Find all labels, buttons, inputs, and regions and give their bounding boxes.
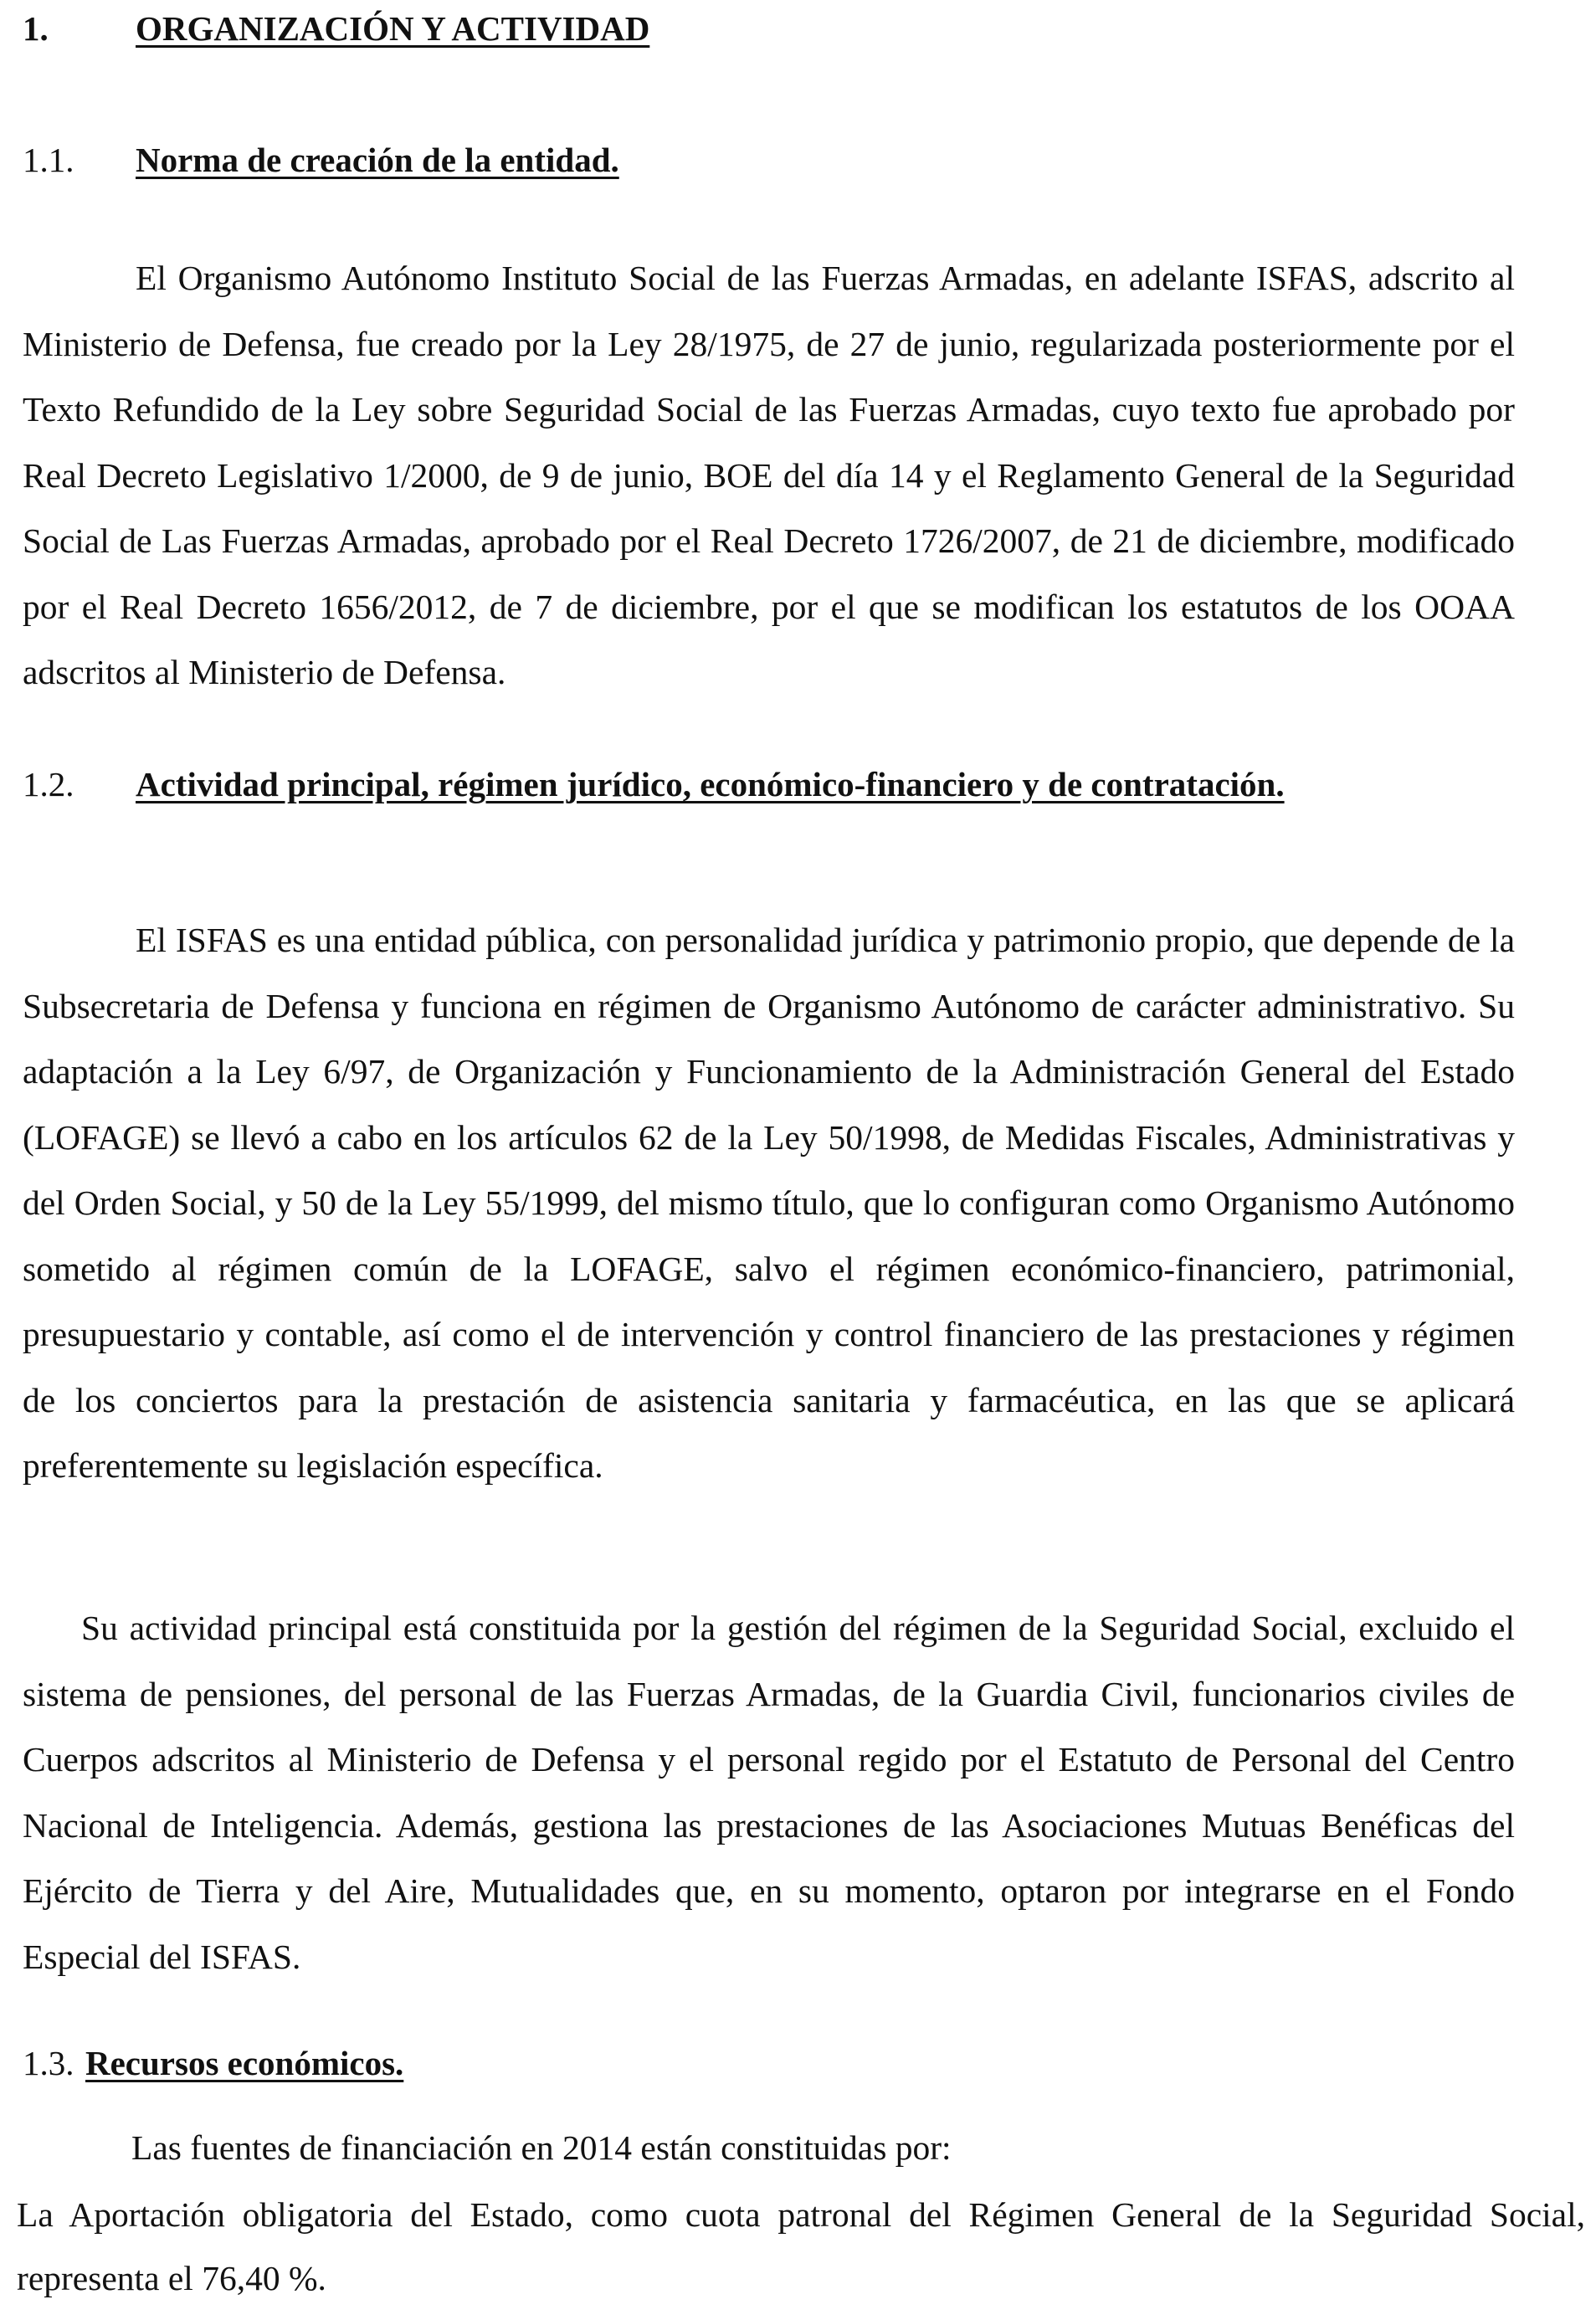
paragraph-aportacion-estado: La Aportación obligatoria del Estado, como cuota patronal del Régimen General de la Seguridad Social, representa el 76,40 %.	[17, 2195, 1585, 2297]
subsection-number: 1.2.	[23, 765, 74, 803]
subsection-number: 1.3.	[23, 2044, 74, 2082]
paragraph-actividad-principal: Su actividad principal está constituida por la gestión del régimen de la Seguridad Social, excluido el sistema de pensiones, del personal de las Fuerzas Armadas, de la Guardia Civil, funcionarios civiles de Cuerpos adscritos al Ministerio de Defensa y el personal regido por el Estatuto de Personal del Centro Nacional de Inteligencia. Además, gestiona las prestaciones de las Asociaciones Mutuas Benéficas del Ejército de Tierra y del Aire, Mutualidades que, en su momento, optaron por integrarse en el Fondo Especial del ISFAS.	[23, 1609, 1515, 1976]
subsection-title: Recursos económicos.	[85, 2044, 404, 2082]
paragraph-regimen-juridico: El ISFAS es una entidad pública, con personalidad jurídica y patrimonio propio, que depende de la Subsecretaria de Defensa y funciona en régimen de Organismo Autónomo de carácter administrativo. Su adaptación a la Ley 6/97, de Organización y Funcionamiento de la Administración General del Estado (LOFAGE) se llevó a cabo en los artículos 62 de la Ley 50/1998, de Medidas Fiscales, Administrativas y del Orden Social, y 50 de la Ley 55/1999, del mismo título, que lo configuran como Organismo Autónomo sometido al régimen común de la LOFAGE, salvo el régimen económico-financiero, patrimonial, presupuestario y contable, así como el de intervención y control financiero de las prestaciones y régimen de los conciertos para la prestación de asistencia sanitaria y farmacéutica, en las que se aplicará preferentemente su legislación específica.	[23, 921, 1515, 1485]
section-number: 1.	[23, 9, 49, 48]
paragraph-fuentes-intro: Las fuentes de financiación en 2014 están constituidas por:	[131, 2128, 952, 2167]
subsection-number: 1.1.	[23, 141, 74, 179]
subsection-title: Actividad principal, régimen jurídico, económico-financiero y de contratación.	[136, 765, 1285, 803]
paragraph-norma-creacion: El Organismo Autónomo Instituto Social de las Fuerzas Armadas, en adelante ISFAS, adscrito al Ministerio de Defensa, fue creado por la Ley 28/1975, de 27 de junio, regularizada posteriormente por el Texto Refundido de la Ley sobre Seguridad Social de las Fuerzas Armadas, cuyo texto fue aprobado por Real Decreto Legislativo 1/2000, de 9 de junio, BOE del día 14 y el Reglamento General de la Seguridad Social de Las Fuerzas Armadas, aprobado por el Real Decreto 1726/2007, de 21 de diciembre, modificado por el Real Decreto 1656/2012, de 7 de diciembre, por el que se modifican los estatutos de los OOAA adscritos al Ministerio de Defensa.	[23, 259, 1515, 691]
section-title: ORGANIZACIÓN Y ACTIVIDAD	[136, 9, 650, 48]
subsection-title: Norma de creación de la entidad.	[136, 141, 619, 179]
